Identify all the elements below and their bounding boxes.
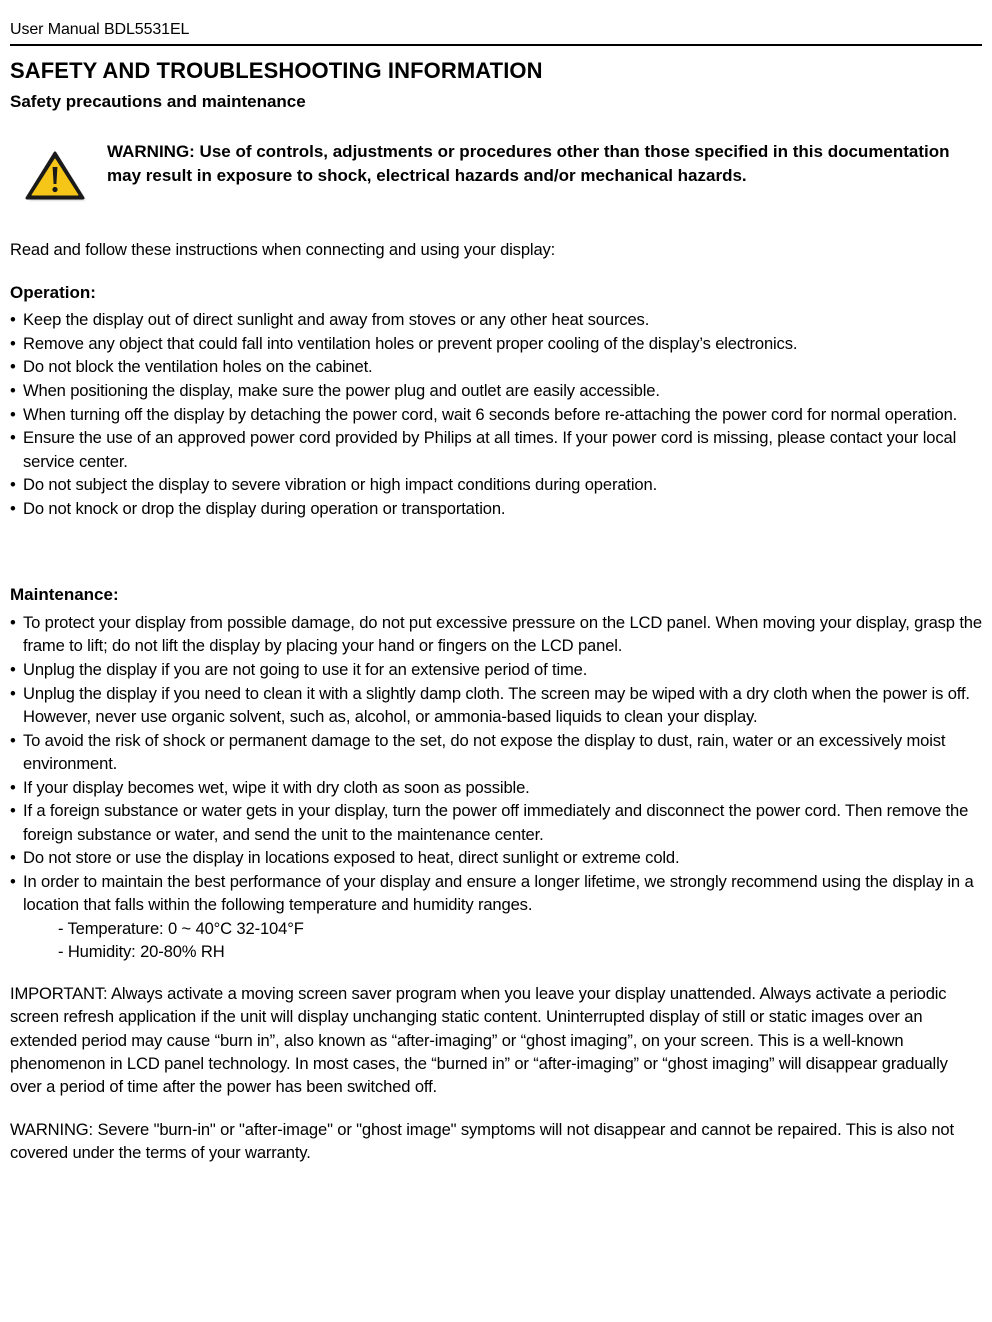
bullet-icon: • — [10, 848, 16, 868]
bullet-icon: • — [10, 872, 16, 891]
list-item-text: To protect your display from possible damage, do not put excessive pressure on the LCD panel. When moving your display, grasp the frame to lift; do not lift the display by placing your hand or fingers on the LCD panel. — [23, 613, 982, 656]
list-item — [10, 308, 982, 331]
list-item — [10, 799, 982, 846]
running-header: User Manual BDL5531EL — [10, 21, 190, 38]
list-item-text: To avoid the risk of shock or permanent damage to the set, do not expose the display to dust, rain, water or an excessively moist environment. — [23, 730, 946, 773]
list-item-text: Ensure the use of an approved power cord provided by Philips at all times. If your power cord is missing, please contact your local service center. — [23, 428, 957, 471]
list-item-text: Do not knock or drop the display during operation or transportation. — [23, 499, 506, 519]
bullet-icon: • — [10, 613, 16, 632]
temperature-range: - Temperature: 0 ~ 40°C 32-104°F — [58, 918, 304, 938]
bullet-icon: • — [10, 333, 16, 353]
maintenance-list — [10, 611, 982, 964]
list-item-text: In order to maintain the best performance of your display and ensure a longer lifetime, we strongly recommend using the display in a location that falls within the following temperature and humidity ranges. — [23, 872, 974, 915]
warning-callout: WARNING: Use of controls, adjustments or procedures other than those specified in this documentation may result in exposure to shock, electrical hazards and/or mechanical hazards. — [107, 142, 950, 185]
bullet-icon: • — [10, 659, 16, 679]
bullet-icon: • — [10, 475, 16, 495]
list-item — [10, 403, 982, 426]
list-item-text: Do not block the ventilation holes on the cabinet. — [23, 357, 373, 377]
list-item — [10, 846, 982, 869]
list-item-text: Unplug the display if you are not going to use it for an extensive period of time. — [23, 659, 588, 679]
header-divider — [10, 44, 982, 46]
list-item — [10, 379, 982, 402]
page-title: SAFETY AND TROUBLESHOOTING INFORMATION — [10, 58, 543, 83]
bullet-icon: • — [10, 730, 16, 750]
bullet-icon: • — [10, 777, 16, 797]
list-item — [10, 682, 982, 729]
bullet-icon: • — [10, 428, 16, 448]
list-item-text: Do not store or use the display in locations exposed to heat, direct sunlight or extreme cold. — [23, 848, 680, 868]
list-item-text: When positioning the display, make sure the power plug and outlet are easily accessible. — [23, 381, 660, 401]
important-notice: IMPORTANT: Always activate a moving screen saver program when you leave your display unattended. Always activate a periodic screen refresh application if the unit will display unchanging static content. Uninterrupted display of still or static images over an extended period may cause “burn in”, also known as “after-imaging” or “ghost imaging”, on your screen. This is a well-known phenomenon in LCD panel technology. In most cases, the “burned in” or “after-imaging” or “ghost imaging” will disappear gradually over a period of time after the power has been switched off. — [10, 984, 948, 1097]
bullet-icon: • — [10, 404, 16, 424]
list-item-text: When turning off the display by detaching the power cord, wait 6 seconds before re-attaching the power cord for normal operation. — [23, 404, 958, 424]
intro-paragraph: Read and follow these instructions when connecting and using your display: — [10, 240, 556, 259]
operation-heading: Operation: — [10, 283, 96, 302]
list-item — [10, 870, 982, 917]
list-item — [10, 473, 982, 496]
maintenance-heading: Maintenance: — [10, 585, 119, 604]
bullet-icon: • — [10, 683, 16, 703]
bullet-icon: • — [10, 499, 16, 519]
bullet-icon: • — [10, 357, 16, 377]
list-item — [10, 776, 982, 799]
list-item — [10, 355, 982, 378]
list-item-text: Unplug the display if you need to clean it with a slightly damp cloth. The screen may be wiped with a dry cloth when the power is off. However, never use organic solvent, such as, alcohol, or ammonia-based liquids to clean your display. — [23, 683, 970, 726]
warning-triangle-icon — [24, 150, 88, 204]
bullet-icon: • — [10, 310, 16, 329]
operation-list — [10, 308, 982, 521]
list-item-text: If a foreign substance or water gets in your display, turn the power off immediately and disconnect the power cord. Then remove the foreign substance or water, and send the unit to the maintenance center. — [23, 801, 969, 844]
list-item — [10, 332, 982, 355]
section-subtitle: Safety precautions and maintenance — [10, 92, 306, 111]
list-item-text: Do not subject the display to severe vibration or high impact conditions during operation. — [23, 475, 658, 495]
list-item — [10, 426, 982, 473]
list-item-text: Remove any object that could fall into ventilation holes or prevent proper cooling of the display’s electronics. — [23, 333, 798, 353]
list-item-text: If your display becomes wet, wipe it with dry cloth as soon as possible. — [23, 777, 530, 797]
humidity-range: - Humidity: 20-80% RH — [58, 942, 225, 962]
burn-in-warning: WARNING: Severe "burn-in" or "after-image" or "ghost image" symptoms will not disappear and cannot be repaired. This is also not covered under the terms of your warranty. — [10, 1120, 954, 1163]
list-item — [10, 611, 982, 658]
list-item — [10, 658, 982, 681]
list-item — [10, 497, 982, 520]
bullet-icon: • — [10, 381, 16, 401]
list-item — [10, 729, 982, 776]
bullet-icon: • — [10, 801, 16, 821]
list-item-text: Keep the display out of direct sunlight and away from stoves or any other heat sources. — [23, 310, 650, 329]
